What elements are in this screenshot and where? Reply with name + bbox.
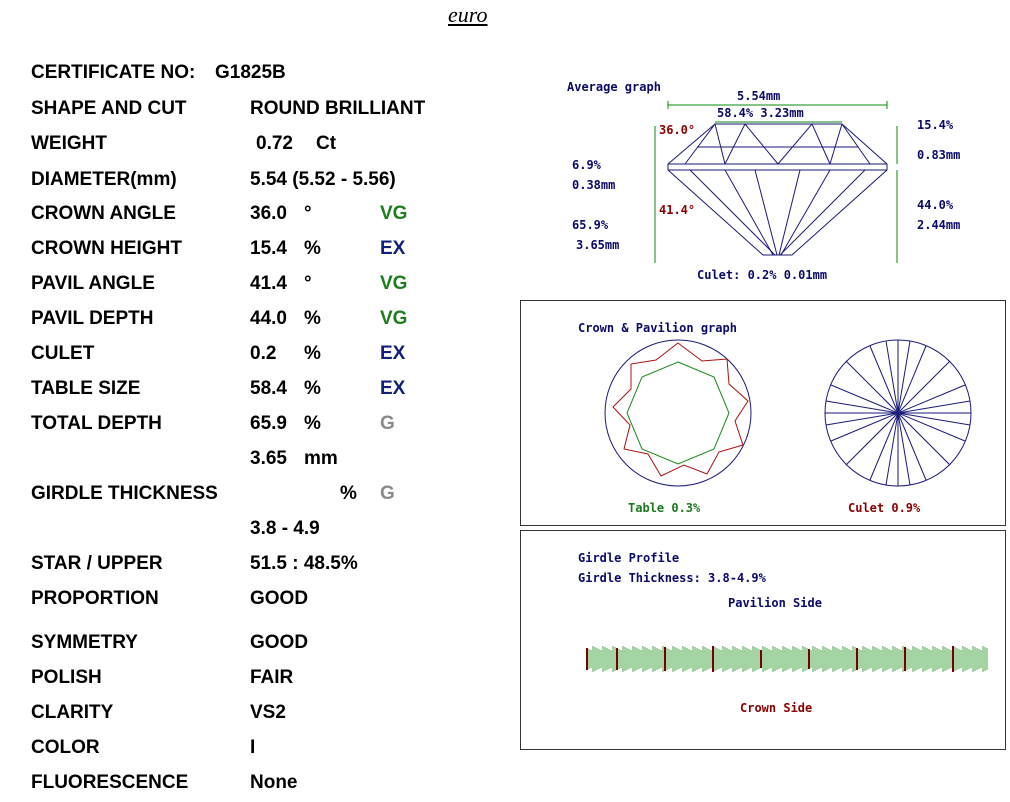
color-value: I bbox=[250, 737, 256, 758]
girdle-profile-panel bbox=[520, 530, 1006, 750]
average-graph bbox=[525, 75, 1005, 285]
pavil-angle-grade: VG bbox=[380, 273, 408, 294]
polish-label: POLISH bbox=[31, 667, 102, 688]
average-graph-girdle-mm: 0.38mm bbox=[572, 178, 616, 192]
brand-logo: euro bbox=[448, 2, 488, 27]
pavil-angle-unit: ° bbox=[304, 273, 312, 294]
diameter-label: DIAMETER(mm) bbox=[31, 169, 177, 190]
table-size-unit: % bbox=[304, 378, 321, 399]
girdle-label: GIRDLE THICKNESS bbox=[31, 483, 218, 504]
crown-pavilion-title: Crown & Pavilion graph bbox=[578, 321, 737, 335]
pavil-depth-unit: % bbox=[304, 308, 321, 329]
culet-unit: % bbox=[304, 343, 321, 364]
certificate-label: CERTIFICATE NO: bbox=[31, 62, 196, 83]
crown-facets bbox=[685, 124, 870, 164]
average-graph-pavilion-pct: 44.0% bbox=[917, 198, 954, 212]
table-size-grade: EX bbox=[380, 378, 406, 399]
pavilion-view-facets bbox=[825, 340, 971, 486]
total-depth-unit: % bbox=[304, 413, 321, 434]
pavil-angle-label: PAVIL ANGLE bbox=[31, 273, 155, 294]
pavil-depth-grade: VG bbox=[380, 308, 408, 329]
girdle-unit: % bbox=[340, 483, 357, 504]
table-octagon bbox=[627, 362, 729, 464]
average-graph-title: Average graph bbox=[567, 80, 661, 94]
average-graph-culet: Culet: 0.2% 0.01mm bbox=[697, 268, 828, 282]
shape-label: SHAPE AND CUT bbox=[31, 98, 187, 119]
average-graph-crown-pct: 15.4% bbox=[917, 118, 954, 132]
star-upper-label: STAR / UPPER bbox=[31, 553, 163, 574]
crown-pavilion-graph bbox=[521, 301, 1005, 525]
crown-angle-unit: ° bbox=[304, 203, 312, 224]
clarity-label: CLARITY bbox=[31, 702, 114, 723]
total-depth-value: 65.9 bbox=[250, 413, 287, 434]
crown-height-value: 15.4 bbox=[250, 238, 287, 259]
culet-value: 0.2 bbox=[250, 343, 277, 364]
crown-height-grade: EX bbox=[380, 238, 406, 259]
weight-unit: Ct bbox=[316, 133, 337, 154]
certificate-number: G1825B bbox=[215, 62, 286, 83]
crown-height-unit: % bbox=[304, 238, 321, 259]
girdle-profile-graph bbox=[521, 531, 1005, 749]
star-upper-value: 51.5 : 48.5% bbox=[250, 553, 358, 574]
pavil-depth-label: PAVIL DEPTH bbox=[31, 308, 154, 329]
weight-label: WEIGHT bbox=[31, 133, 107, 154]
average-graph-girdle-pct: 6.9% bbox=[572, 158, 601, 172]
girdle-profile-thickness: Girdle Thickness: 3.8-4.9% bbox=[578, 571, 766, 585]
girdle-profile-title: Girdle Profile bbox=[578, 551, 680, 565]
proportion-label: PROPORTION bbox=[31, 588, 159, 609]
average-graph-crown-mm: 0.83mm bbox=[917, 148, 961, 162]
weight-value: 0.72 bbox=[256, 133, 293, 154]
table-size-label: TABLE SIZE bbox=[31, 378, 141, 399]
pavil-angle-value: 41.4 bbox=[250, 273, 287, 294]
color-label: COLOR bbox=[31, 737, 100, 758]
total-depth-grade: G bbox=[380, 413, 395, 434]
girdle-value: 3.8 - 4.9 bbox=[250, 518, 320, 539]
average-graph-pavilion-angle: 41.4° bbox=[659, 203, 696, 217]
average-graph-crown-angle: 36.0° bbox=[659, 123, 696, 137]
fluorescence-value: None bbox=[250, 772, 298, 793]
crown-angle-value: 36.0 bbox=[250, 203, 287, 224]
girdle-profile-top-label: Pavilion Side bbox=[728, 596, 822, 610]
symmetry-label: SYMMETRY bbox=[31, 632, 138, 653]
diameter-value: 5.54 (5.52 - 5.56) bbox=[250, 169, 396, 190]
crown-pavilion-culet-label: Culet 0.9% bbox=[848, 501, 921, 515]
symmetry-value: GOOD bbox=[250, 632, 309, 653]
average-graph-pavilion-mm: 2.44mm bbox=[917, 218, 961, 232]
girdle-grade: G bbox=[380, 483, 395, 504]
fluorescence-label: FLUORESCENCE bbox=[31, 772, 189, 793]
average-graph-total-mm: 3.65mm bbox=[576, 238, 620, 252]
proportion-value: GOOD bbox=[250, 588, 309, 609]
table-size-value: 58.4 bbox=[250, 378, 287, 399]
polish-value: FAIR bbox=[250, 667, 294, 688]
crown-height-label: CROWN HEIGHT bbox=[31, 238, 182, 259]
culet-grade: EX bbox=[380, 343, 406, 364]
culet-label: CULET bbox=[31, 343, 95, 364]
shape-value: ROUND BRILLIANT bbox=[250, 98, 426, 119]
crown-pavilion-panel bbox=[520, 300, 1006, 526]
pavil-depth-value: 44.0 bbox=[250, 308, 287, 329]
clarity-value: VS2 bbox=[250, 702, 286, 723]
crown-angle-label: CROWN ANGLE bbox=[31, 203, 176, 224]
average-graph-diameter: 5.54mm bbox=[737, 89, 781, 103]
average-graph-total-pct: 65.9% bbox=[572, 218, 609, 232]
pavilion-facets bbox=[690, 170, 865, 255]
girdle-profile-bottom-label: Crown Side bbox=[740, 701, 813, 715]
average-graph-table: 58.4% 3.23mm bbox=[717, 106, 804, 120]
total-depth-label: TOTAL DEPTH bbox=[31, 413, 162, 434]
total-depth-mm-unit: mm bbox=[304, 448, 338, 469]
crown-angle-grade: VG bbox=[380, 203, 408, 224]
crown-pavilion-table-label: Table 0.3% bbox=[628, 501, 701, 515]
girdle-strip bbox=[587, 646, 987, 672]
total-depth-mm-value: 3.65 bbox=[250, 448, 287, 469]
